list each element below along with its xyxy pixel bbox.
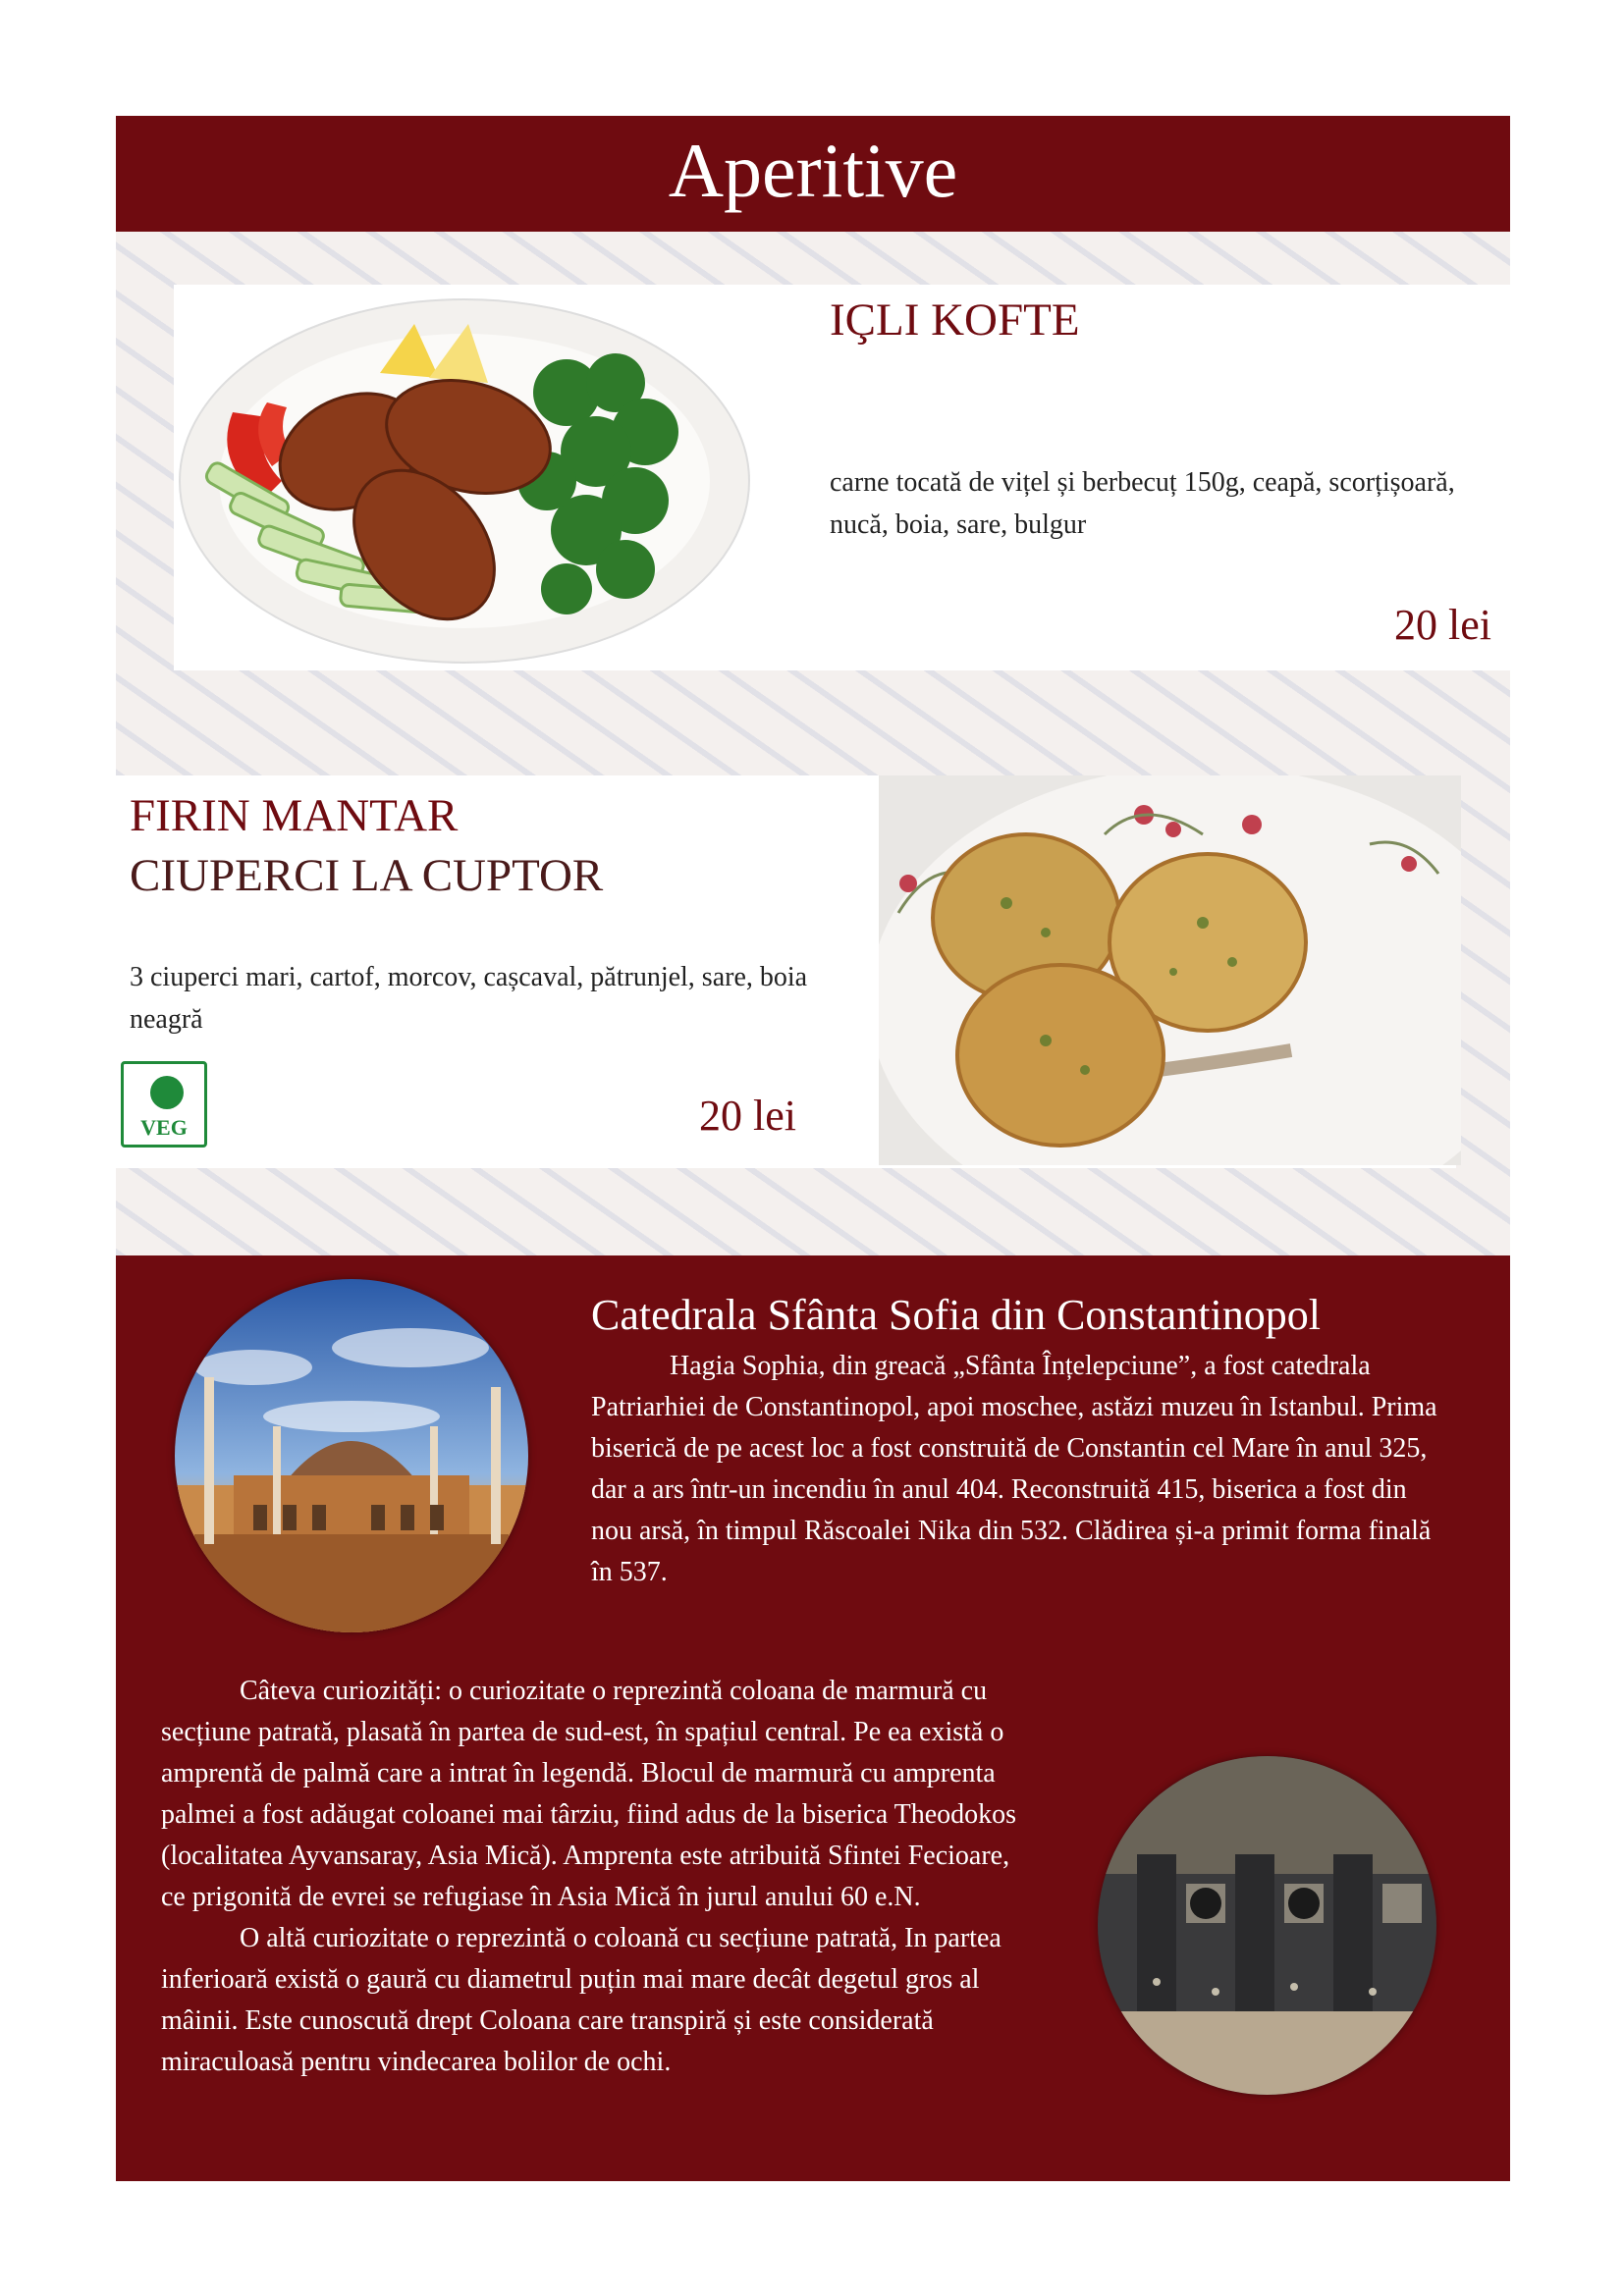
icli-kofte-photo bbox=[174, 285, 756, 670]
section-title: Aperitive bbox=[668, 128, 958, 213]
veg-badge-label: VEG bbox=[140, 1115, 188, 1140]
info-intro-text: Hagia Sophia, din greacă „Sfânta Înțelepciune”, a fost catedrala Patriarhiei de Constantinopol, apoi moschee, astăzi muzeu în Istanbul. Prima biserică de pe acest loc a fost construită de Constantin cel Mare în anul 325, dar a ars într-un incendiu în anul 404. Reconstruită 415, biserica a fost din nou arsă, în timpul Răscoalei Nika din 532. Clădirea și-a primit forma finală în 537. bbox=[591, 1351, 1437, 1587]
dish-name: FIRIN MANTAR bbox=[130, 790, 459, 841]
curiosity-paragraph-2: O altă curiozitate o reprezintă o coloană cu secțiune patrată, In partea inferioară există o gaură cu diametrul puțin mai mare decât degetul gros al mâinii. Este cunoscută drept Coloana care transpiră și este considerată miraculoasă pentru vindecarea bolilor de ochi. bbox=[161, 1923, 1001, 2077]
curiosity-paragraph-1: Câteva curiozități: o curiozitate o reprezintă coloana de marmură cu secțiune patrată, plasată în partea de sud-est, în spațiul central. Pe ea există o amprentă de palmă care a intrat în legendă. Blocul de marmură cu amprenta palmei a fost adăugat coloanei mai târziu, fiind adus de la biserica Theodokos (localitatea Ayvansaray, Asia Mică). Amprenta este atribuită Sfintei Fecioare, ce prigonită de evrei se refugiase în Asia Mică în jurul anului 60 e.N. bbox=[161, 1676, 1017, 1912]
dish-subtitle: CIUPERCI LA CUPTOR bbox=[130, 850, 604, 901]
dish-price: 20 lei bbox=[699, 1092, 796, 1140]
info-intro bbox=[591, 1346, 1445, 1593]
veg-badge bbox=[121, 1061, 207, 1148]
hagia-sophia-interior-photo bbox=[1098, 1756, 1436, 2095]
dish-description: 3 ciuperci mari, cartof, morcov, cașcaval, pătrunjel, sare, boia neagră bbox=[130, 962, 808, 1035]
firin-mantar-photo bbox=[879, 775, 1461, 1165]
info-title: Catedrala Sfânta Sofia din Constantinopol bbox=[591, 1291, 1321, 1339]
dish-name: IÇLI KOFTE bbox=[830, 294, 1080, 346]
info-curiosities bbox=[161, 1671, 1025, 2083]
veg-dot-icon bbox=[150, 1076, 184, 1109]
dish-description: carne tocată de vițel și berbecuț 150g, ceapă, scorțișoară, nucă, boia, sare, bulgur bbox=[830, 467, 1455, 540]
section-header bbox=[116, 116, 1510, 232]
history-section bbox=[116, 1255, 1510, 2181]
hagia-sophia-exterior-photo bbox=[175, 1279, 528, 1632]
dish-price: 20 lei bbox=[1394, 601, 1491, 649]
